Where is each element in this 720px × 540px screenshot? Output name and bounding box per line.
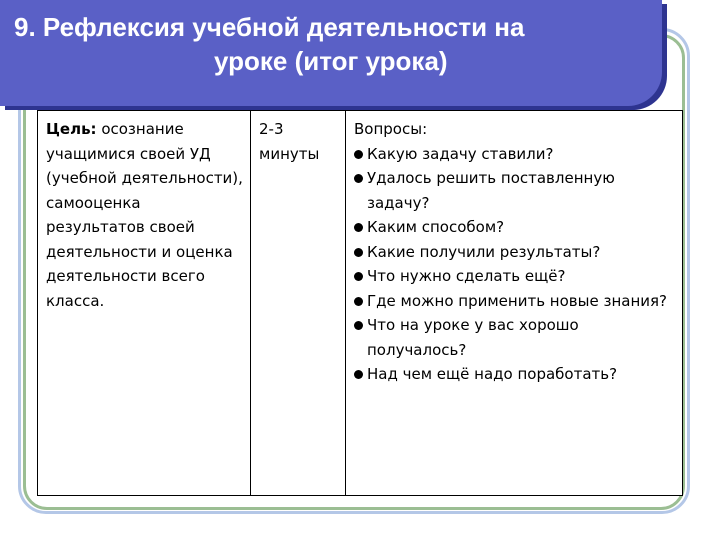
question-item: Где можно применить новые знания?	[354, 289, 676, 314]
slide-title	[14, 10, 654, 78]
goal-label: Цель:	[46, 120, 97, 138]
duration-cell	[251, 111, 346, 496]
question-item: Какие получили результаты?	[354, 240, 676, 265]
question-item: Удалось решить поставленную задачу?	[354, 166, 676, 215]
lesson-stage-table	[37, 110, 683, 496]
question-item: Какую задачу ставили?	[354, 142, 676, 167]
question-item: Что на уроке у вас хорошо получалось?	[354, 313, 676, 362]
table-row	[38, 111, 683, 496]
duration-text: 2-3 минуты	[259, 120, 320, 163]
goal-cell	[38, 111, 251, 496]
slide-title-line-2: уроке (итог урока)	[214, 46, 448, 76]
question-item: Над чем ещё надо поработать?	[354, 362, 676, 387]
questions-cell	[346, 111, 683, 496]
slide-title-line-1: 9. Рефлексия учебной деятельности на	[14, 12, 525, 42]
questions-label: Вопросы:	[354, 120, 428, 138]
questions-list	[354, 142, 676, 387]
title-bar	[0, 0, 662, 106]
question-item: Что нужно сделать ещё?	[354, 264, 676, 289]
question-item: Каким способом?	[354, 215, 676, 240]
goal-text: осознание учащимися своей УД (учебной деятельности), самооценка результатов своей деятельности и оценка деятельности всего класса.	[46, 120, 243, 310]
